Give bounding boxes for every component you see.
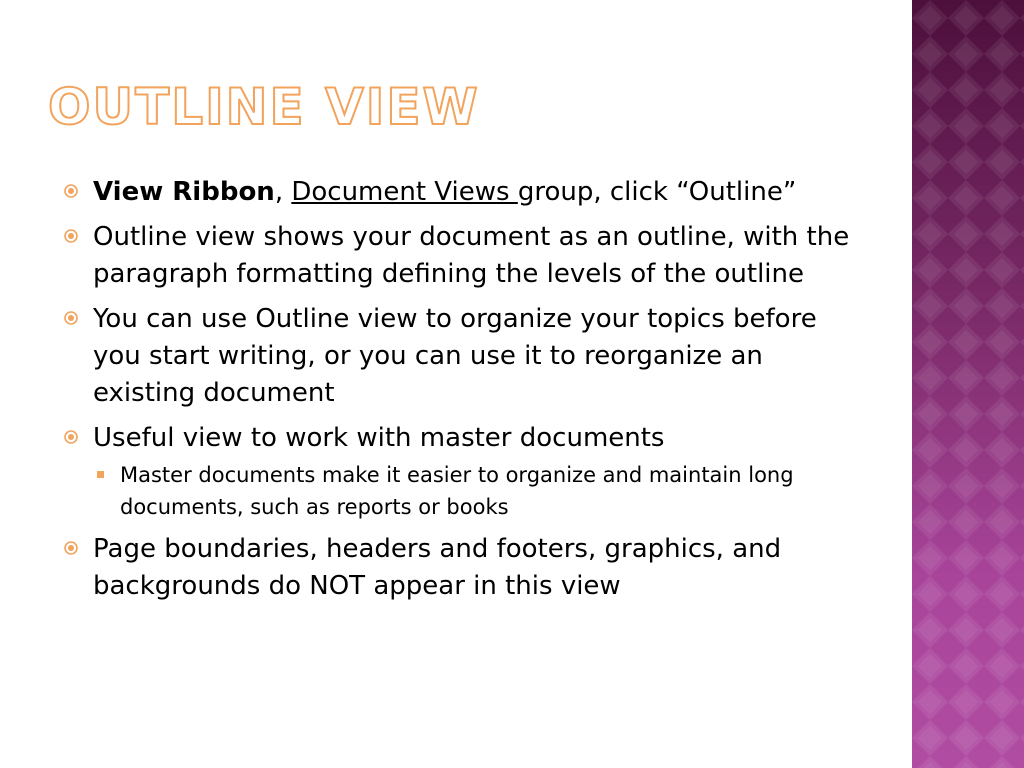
decorative-side-panel [912, 0, 1024, 768]
bullet-text: You can use Outline view to organize your topics before you start writing, or you can use it to reorganize an existing document [93, 304, 817, 408]
slide-title: OUTLINE VIEW [48, 78, 480, 136]
diamond-pattern [912, 0, 1024, 768]
sub-bullet-text: Master documents make it easier to organize and maintain long documents, such as reports or books [120, 463, 794, 519]
bullet-page-boundaries [64, 531, 864, 605]
bullet-text: group, click “Outline” [517, 177, 797, 207]
bullet-text: Page boundaries, headers and footers, graphics, and backgrounds do NOT appear in this view [93, 534, 782, 601]
separator: , [274, 177, 292, 207]
bullet-text: Outline view shows your document as an outline, with the paragraph formatting defining the levels of the outline [93, 222, 850, 289]
bullet-list [64, 174, 864, 613]
circle-bullet-icon [64, 229, 78, 243]
bullet-text: Useful view to work with master documents [93, 423, 665, 453]
bullet-view-ribbon [64, 174, 864, 211]
document-views-link: Document Views [291, 177, 518, 207]
square-bullet-icon [97, 471, 104, 478]
bullet-outline-view-shows [64, 219, 864, 293]
bullet-organize-topics [64, 301, 864, 412]
circle-bullet-icon [64, 430, 78, 444]
bullet-master-documents [64, 420, 864, 457]
circle-bullet-icon [64, 311, 78, 325]
sub-bullet-master-documents [64, 459, 864, 523]
circle-bullet-icon [64, 541, 78, 555]
view-ribbon-label: View Ribbon [93, 177, 275, 207]
circle-bullet-icon [64, 184, 78, 198]
